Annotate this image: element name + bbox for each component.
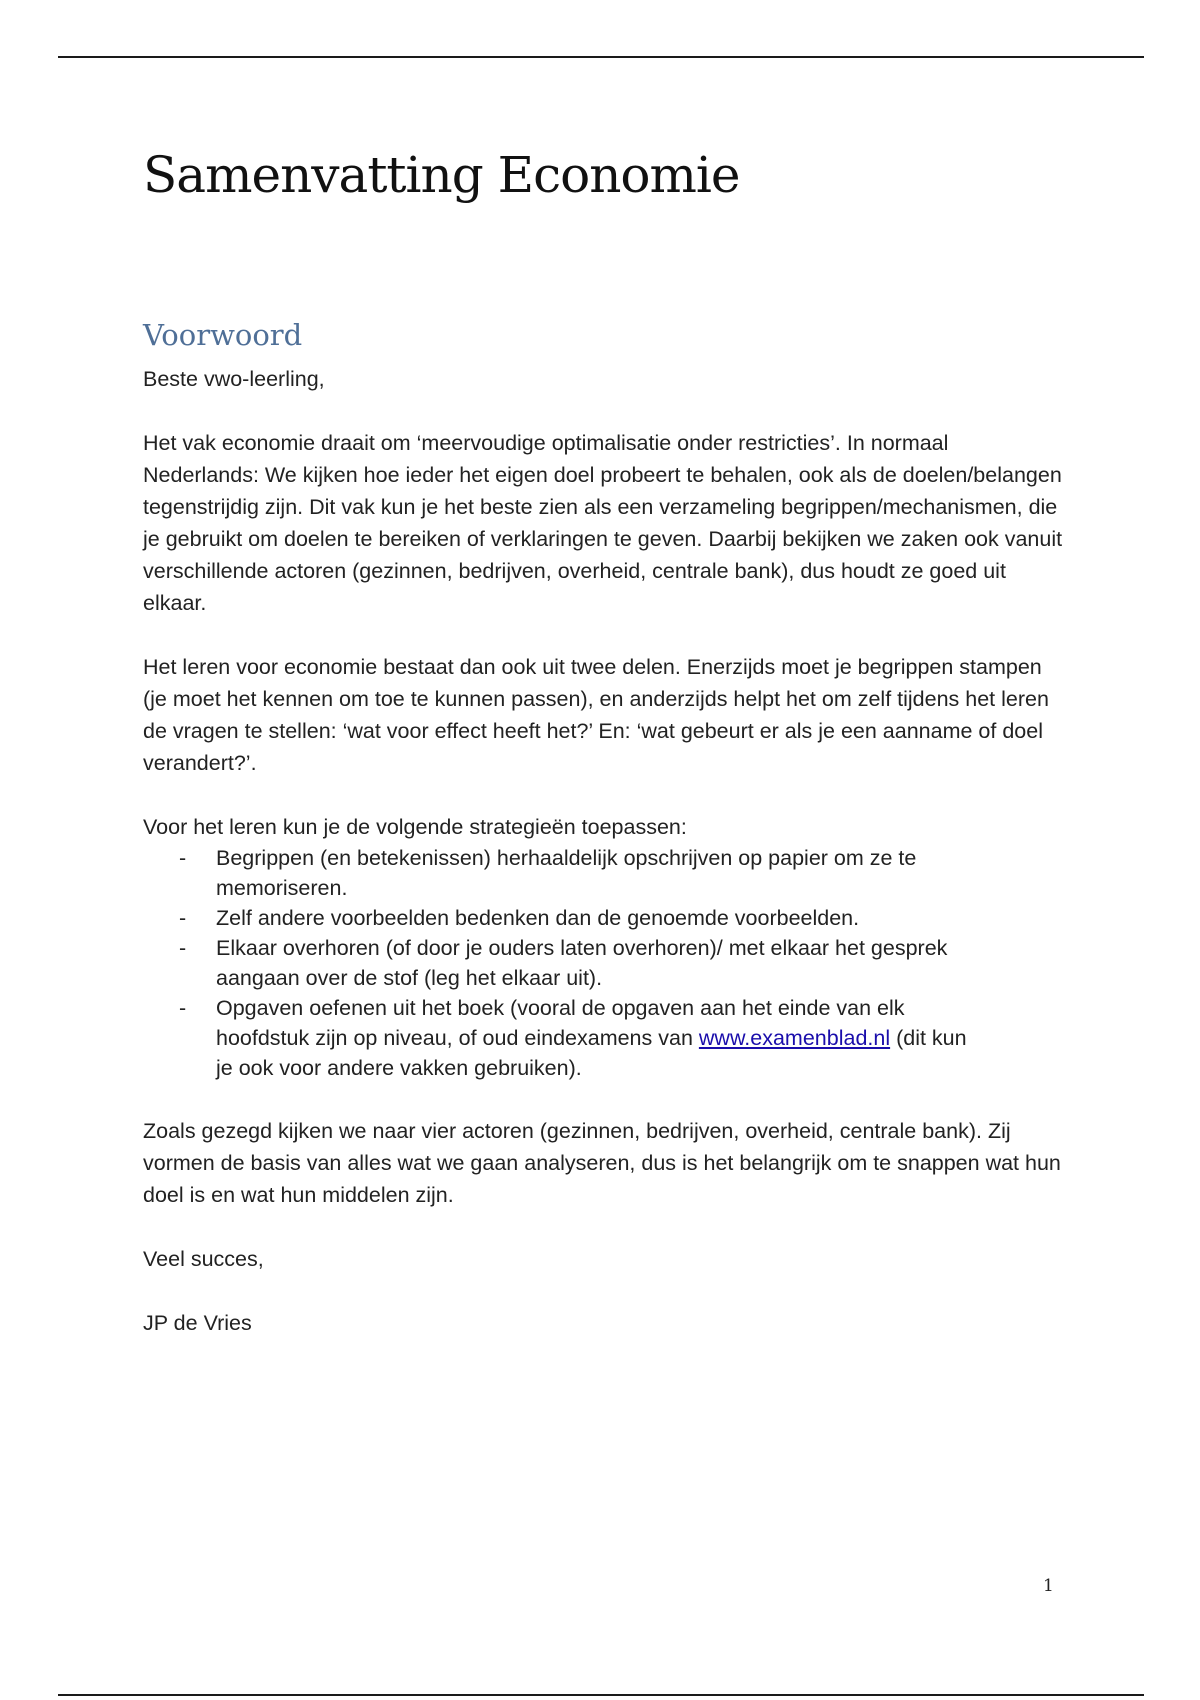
section-heading-voorwoord: Voorwoord — [143, 318, 303, 352]
author-name: JP de Vries — [143, 1311, 252, 1335]
header-rule — [58, 56, 1144, 58]
list-item-text: Elkaar overhoren (of door je ouders laten overhoren)/ met elkaar het gesprek aangaan over de stof (leg het elkaar uit). — [216, 936, 948, 990]
document-title: Samenvatting Economie — [143, 146, 740, 204]
list-item-text-before-link: Opgaven oefenen uit het boek (vooral de opgaven aan het einde van elk hoofdstuk zijn op niveau, of oud eindexamens van — [216, 996, 905, 1050]
bullet-dash: - — [179, 996, 187, 1020]
list-item — [143, 843, 976, 903]
footer-rule — [58, 1694, 1144, 1696]
document-body — [143, 363, 1063, 1371]
paragraph-learning: Het leren voor economie bestaat dan ook uit twee delen. Enerzijds moet je begrippen stampen (je moet het kennen om toe te kunnen passen), en anderzijds helpt het om zelf tijdens het leren de vragen te stellen: ‘wat voor effect heeft het?’ En: ‘wat gebeurt er als je een aanname of doel verandert?’. — [143, 655, 1049, 775]
sign-off: Veel succes, — [143, 1247, 264, 1271]
salutation: Beste vwo-leerling, — [143, 367, 325, 391]
bullet-dash: - — [179, 936, 187, 960]
paragraph-actors: Zoals gezegd kijken we naar vier actoren (gezinnen, bedrijven, overheid, centrale bank). Zij vormen de basis van alles wat we gaan analyseren, dus is het belangrijk om te snappen wat hun doel is en wat hun middelen zijn. — [143, 1119, 1061, 1207]
strategies-list — [143, 843, 1063, 1083]
list-item — [143, 933, 976, 993]
examenblad-link[interactable]: www.examenblad.nl — [698, 1026, 891, 1050]
bullet-dash: - — [179, 906, 187, 930]
list-item-text: Zelf andere voorbeelden bedenken dan de genoemde voorbeelden. — [216, 906, 860, 930]
bullet-dash: - — [179, 846, 187, 870]
page-number: 1 — [1043, 1576, 1054, 1596]
strategies-intro: Voor het leren kun je de volgende strategieën toepassen: — [143, 815, 687, 839]
list-item — [143, 903, 976, 933]
list-item-text: Begrippen (en betekenissen) herhaaldelijk opschrijven op papier om ze te memoriseren. — [216, 846, 917, 900]
list-item-text-after-link: (dit kun je ook voor andere vakken gebruiken). — [216, 1026, 967, 1080]
list-item — [143, 993, 976, 1083]
paragraph-intro: Het vak economie draait om ‘meervoudige optimalisatie onder restricties’. In normaal Nederlands: We kijken hoe ieder het eigen doel probeert te behalen, ook als de doelen/belangen tegenstrijdig zijn. Dit vak kun je het beste zien als een verzameling begrippen/mechanismen, die je gebruikt om doelen te bereiken of verklaringen te geven. Daarbij bekijken we zaken ook vanuit verschillende actoren (gezinnen, bedrijven, overheid, centrale bank), dus houdt ze goed uit elkaar. — [143, 431, 1063, 615]
